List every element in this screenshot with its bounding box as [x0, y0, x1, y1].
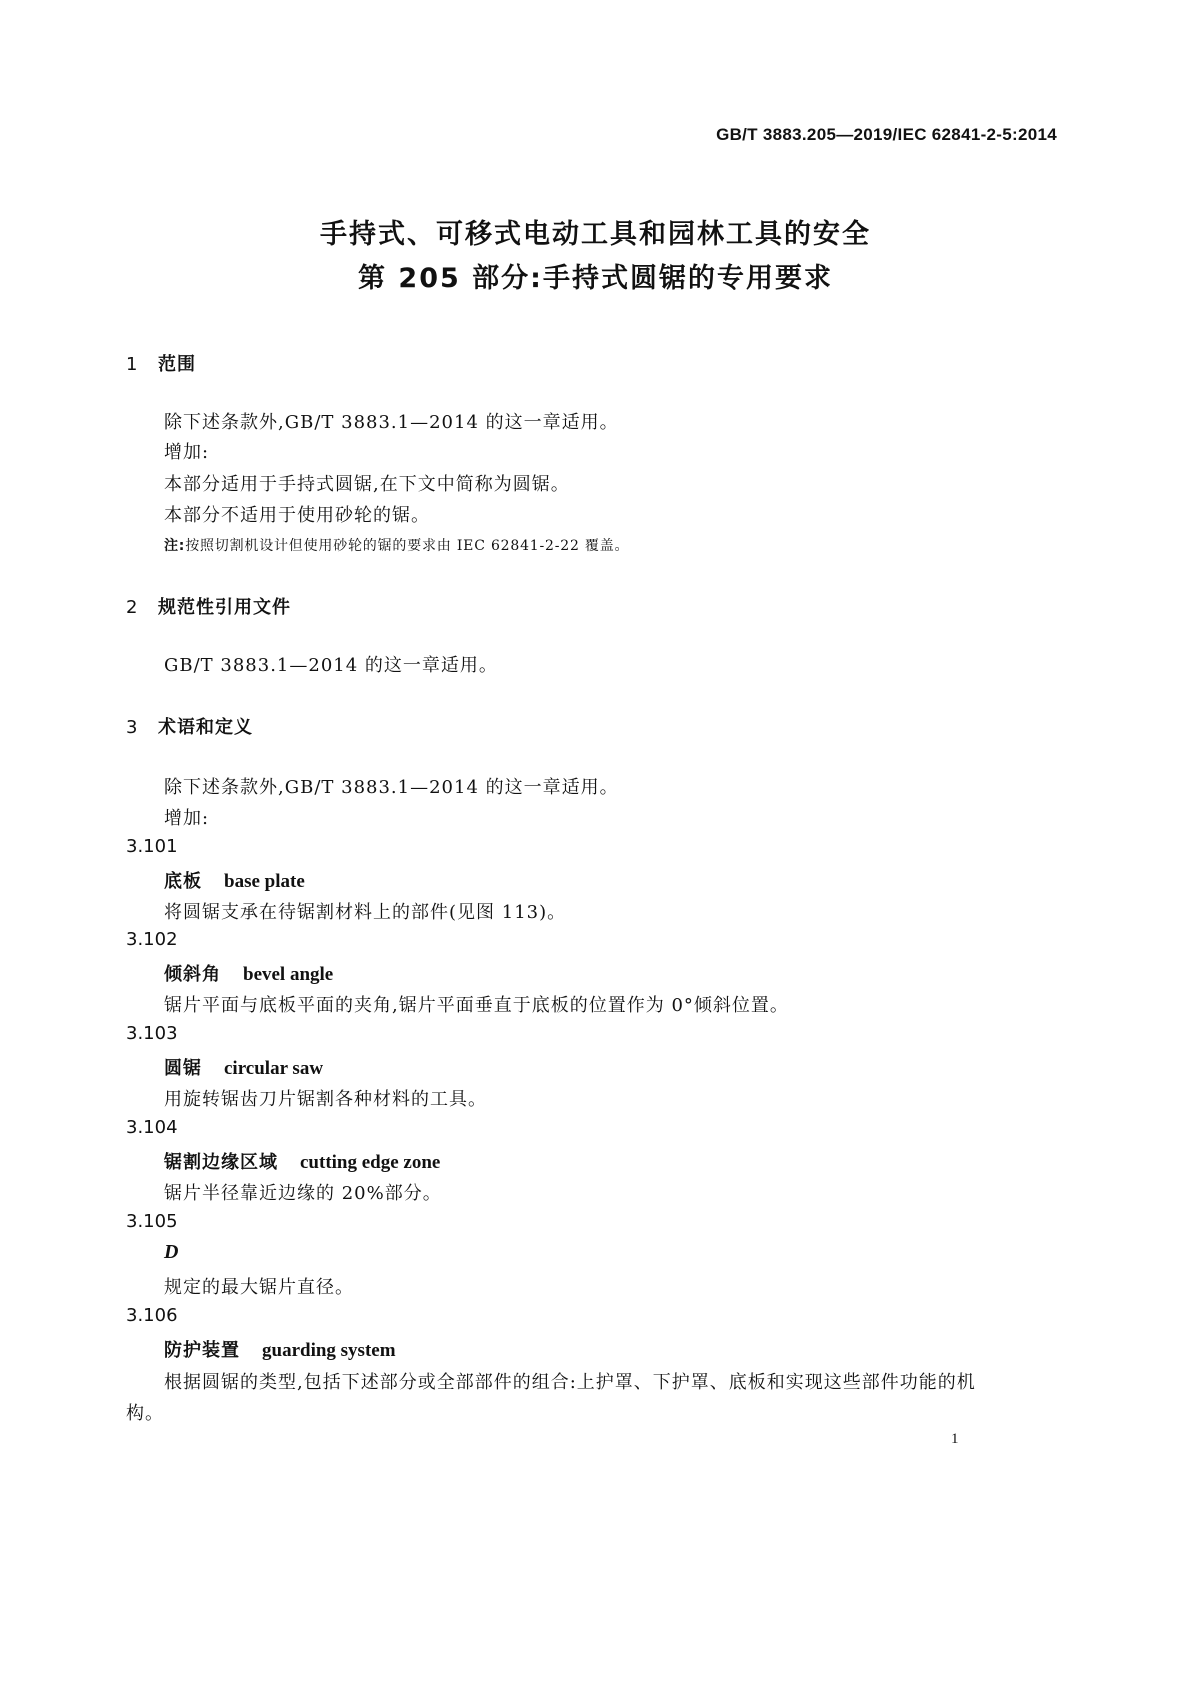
term-english: circular saw [224, 1058, 324, 1079]
document-title-line-1: 手持式、可移式电动工具和园林工具的安全 [320, 219, 871, 250]
term-definition: 规定的最大锯片直径。 [164, 1277, 354, 1298]
term-entry [164, 1148, 440, 1174]
section-title: 范围 [158, 354, 196, 375]
document-title-line-2: 第 205 部分:手持式圆锯的专用要求 [358, 263, 833, 294]
note-text: 按照切割机设计但使用砂轮的锯的要求由 IEC 62841-2-22 覆盖。 [185, 538, 630, 554]
note-label: 注: [164, 538, 186, 554]
term-entry [164, 1054, 323, 1080]
paragraph: 本部分不适用于使用砂轮的锯。 [164, 505, 430, 526]
page-number: 1 [951, 1431, 959, 1447]
term-chinese: 防护装置 [164, 1340, 240, 1361]
term-english: bevel angle [243, 964, 334, 985]
term-chinese: 圆锯 [164, 1058, 202, 1079]
note [164, 535, 629, 555]
standard-number: GB/T 3883.205—2019/IEC 62841-2-5:2014 [716, 125, 1057, 144]
section-title: 术语和定义 [158, 717, 253, 738]
paragraph: 本部分适用于手持式圆锯,在下文中简称为圆锯。 [164, 474, 570, 495]
term-definition: 锯片平面与底板平面的夹角,锯片平面垂直于底板的位置作为 0°倾斜位置。 [164, 995, 789, 1016]
section-number: 2 [126, 597, 139, 618]
term-symbol: D [164, 1241, 179, 1263]
paragraph: GB/T 3883.1—2014 的这一章适用。 [164, 655, 498, 676]
term-chinese: 锯割边缘区域 [164, 1152, 278, 1173]
term-entry [164, 867, 305, 893]
clause-number: 3.102 [126, 929, 178, 950]
section-2-heading [126, 593, 291, 619]
term-chinese: 倾斜角 [164, 964, 221, 985]
term-chinese: 底板 [164, 871, 202, 892]
term-english: cutting edge zone [300, 1152, 441, 1173]
term-english: guarding system [262, 1340, 396, 1361]
section-number: 1 [126, 354, 139, 375]
paragraph: 除下述条款外,GB/T 3883.1—2014 的这一章适用。 [164, 412, 619, 433]
section-3-heading [126, 713, 253, 739]
term-entry [164, 1241, 178, 1264]
term-definition: 根据圆锯的类型,包括下述部分或全部部件的组合:上护罩、下护罩、底板和实现这些部件功能的机构。 [126, 1372, 976, 1424]
clause-number: 3.106 [126, 1305, 178, 1326]
paragraph: 增加: [164, 442, 210, 463]
paragraph: 增加: [164, 808, 210, 829]
clause-number: 3.105 [126, 1211, 178, 1232]
term-definition: 将圆锯支承在待锯割材料上的部件(见图 113)。 [164, 902, 567, 923]
clause-number: 3.101 [126, 836, 178, 857]
section-1-heading [126, 350, 196, 376]
term-definition: 锯片半径靠近边缘的 20%部分。 [164, 1183, 442, 1204]
clause-number: 3.103 [126, 1023, 178, 1044]
term-definition: 用旋转锯齿刀片锯割各种材料的工具。 [164, 1089, 487, 1110]
term-english: base plate [224, 871, 305, 892]
section-number: 3 [126, 717, 139, 738]
paragraph: 除下述条款外,GB/T 3883.1—2014 的这一章适用。 [164, 777, 619, 798]
clause-number: 3.104 [126, 1117, 178, 1138]
term-entry [164, 960, 333, 986]
section-title: 规范性引用文件 [158, 597, 291, 618]
term-entry [164, 1336, 396, 1362]
